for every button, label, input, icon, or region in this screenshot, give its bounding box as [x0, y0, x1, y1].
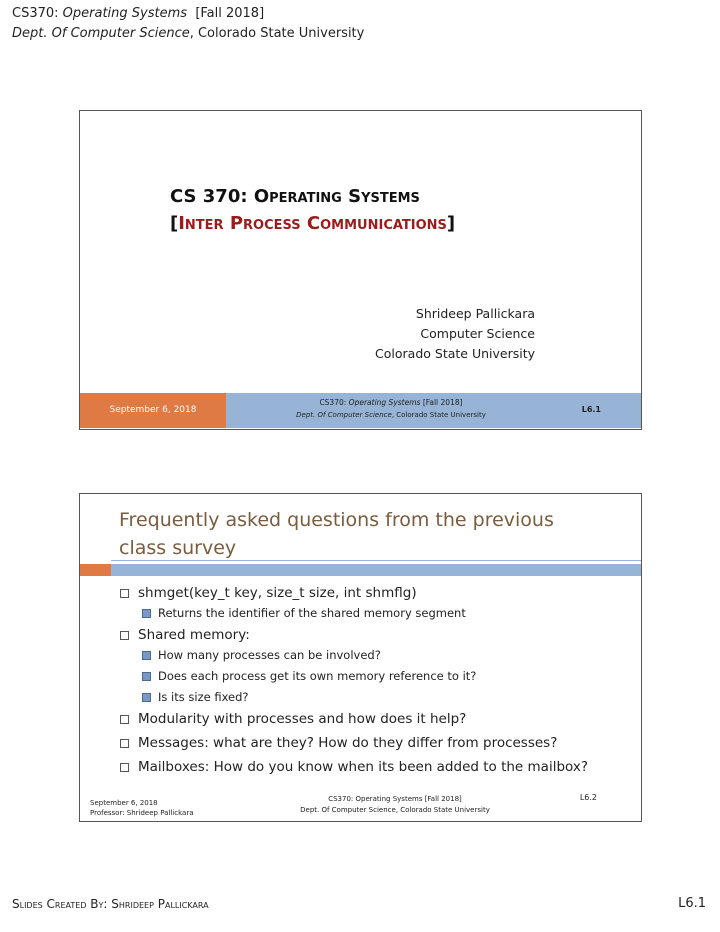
slide-2: [79, 493, 642, 822]
slide2-footer-left: [90, 798, 194, 818]
slide1-subtitle: [Inter Process Communications]: [170, 213, 456, 234]
author-department: Computer Science: [420, 326, 535, 341]
slide2-title-rule: [111, 560, 641, 561]
bullet-item: Modularity with processes and how does it help?: [120, 711, 588, 735]
page-header-line1: [12, 6, 264, 21]
header-course: CS370:: [12, 6, 63, 21]
page-footer-credit: Slides Created By: Shrideep Pallickara: [12, 897, 209, 911]
slide1-footer-date-band: [80, 393, 226, 428]
slide2-footer-course: CS370: Operating Systems [Fall 2018]: [328, 795, 462, 803]
bullet-item: shmget(key_t key, size_t size, int shmflg): [120, 585, 588, 606]
author-university: Colorado State University: [375, 346, 535, 361]
bullet-item: Messages: what are they? How do they differ from processes?: [120, 735, 588, 759]
slide-1: [79, 110, 642, 430]
slide1-footer-slide-number: L6.1: [581, 405, 601, 414]
slide2-accent-blue: [111, 564, 641, 576]
bullet-item: Shared memory:: [120, 627, 588, 648]
slide2-footer-professor: Professor: Shrideep Pallickara: [90, 809, 194, 817]
slide2-footer-center: [270, 794, 520, 816]
slide1-author-block: [375, 304, 535, 364]
slide1-footer-course: CS370: Operating Systems [Fall 2018]: [319, 398, 463, 407]
header-course-title: Operating Systems: [62, 6, 188, 21]
slide1-title: CS 370: Operating Systems: [170, 186, 420, 207]
author-name: Shrideep Pallickara: [415, 306, 535, 321]
slide1-footer-dept: Dept. Of Computer Science, Colorado State University: [296, 411, 486, 419]
slide2-footer-slide-number: L6.2: [579, 793, 597, 802]
header-dept: Dept. Of Computer Science: [12, 26, 190, 41]
slide2-footer-date: September 6, 2018: [90, 799, 158, 807]
slide2-footer-dept: Dept. Of Computer Science, Colorado State University: [300, 806, 490, 814]
sub-bullet-item: Does each process get its own memory reference to it?: [142, 669, 588, 690]
header-term: [Fall 2018]: [195, 6, 265, 21]
page-footer-number: L6.1: [678, 896, 706, 911]
bullet-item: Mailboxes: How do you know when its been added to the mailbox?: [120, 759, 588, 783]
header-university: , Colorado State University: [189, 26, 365, 41]
slide1-footer-date: September 6, 2018: [109, 405, 197, 415]
slide2-title: Frequently asked questions from the previous class survey: [119, 509, 554, 559]
slide2-bullet-list: [120, 585, 588, 783]
sub-bullet-item: Returns the identifier of the shared memory segment: [142, 606, 588, 627]
sub-bullet-item: How many processes can be involved?: [142, 648, 588, 669]
page-header-line2: [12, 26, 364, 41]
slide1-footer-info-band: [226, 393, 641, 428]
sub-bullet-item: Is its size fixed?: [142, 690, 588, 711]
slide2-accent-orange: [80, 564, 111, 576]
